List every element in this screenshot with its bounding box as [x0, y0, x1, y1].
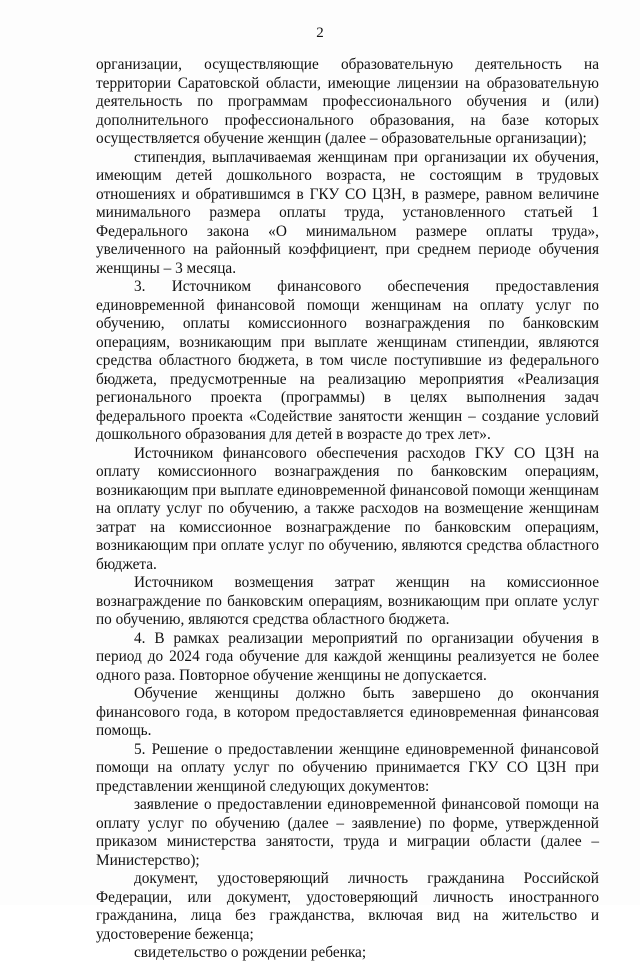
document-body: [96, 56, 599, 963]
paragraph-birth-certificate: свидетельство о рождении ребенка;: [134, 944, 367, 961]
paragraph-educational-organizations: организации, осуществляющие образовательную деятельность на территории Саратовской области, имеющие лицензии на образовательную деятельность по программам профессионального обучения и (или) дополнительного профессионального образования, на базе которых осуществляется обучение женщин (далее – образовательные организации);: [96, 56, 599, 147]
paragraph-gku-commission-funding: Источником финансового обеспечения расходов ГКУ СО ЦЗН на оплату комиссионного вознаграждения по банковским операциям, возникающим при выплате единовременной финансовой помощи женщинам на оплату услуг по обучению, а также расходов на возмещение женщинам затрат на комиссионное вознаграждение по банковским операциям, возникающим при оплате услуг по обучению, являются средства областного бюджета.: [96, 444, 599, 573]
paragraph-section-4-training-limit: 4. В рамках реализации мероприятий по организации обучения в период до 2024 года обучение для каждой женщины реализуется не более одного раза. Повторное обучение женщины не допускается.: [96, 629, 599, 684]
paragraph-stipend: стипендия, выплачиваемая женщинам при организации их обучения, имеющим детей дошкольного возраста, не состоящим в трудовых отношениях и обратившимся в ГКУ СО ЦЗН, в размере, равном величине минимального размера оплаты труда, установленного статьей 1 Федерального закона «О минимальном размере оплаты труда», увеличенного на районный коэффициент, при среднем периоде обучения женщины – 3 месяца.: [96, 148, 599, 277]
paragraph-section-5-decision: 5. Решение о предоставлении женщине единовременной финансовой помощи на оплату услуг по обучению принимается ГКУ СО ЦЗН при представлении женщиной следующих документов:: [96, 740, 599, 795]
paragraph-application: заявление о предоставлении единовременной финансовой помощи на оплату услуг по обучению (далее – заявление) по форме, утвержденной приказом министерства занятости, труда и миграции области (далее – Министерство);: [96, 796, 599, 869]
paragraph-commission-reimbursement: Источником возмещения затрат женщин на комиссионное вознаграждение по банковским операциям, возникающим при оплате услуг по обучению, являются средства областного бюджета.: [96, 574, 599, 628]
paragraph-section-3-funding-source: 3. Источником финансового обеспечения предоставления единовременной финансовой помощи женщинам на оплату услуг по обучению, оплаты комиссионного вознаграждения по банковским операциям, возникающим при выплате женщинам стипендии, являются средства областного бюджета, в том числе поступившие из федерального бюджета, предусмотренные на реализацию мероприятия «Реализация регионального проекта (программы) в целях выполнения задач федерального проекта «Содействие занятости женщин – создание условий дошкольного образования для детей в возрасте до трех лет».: [96, 278, 599, 443]
paragraph-identity-document: документ, удостоверяющий личность гражданина Российской Федерации, или документ, удостоверяющий личность иностранного гражданина, лица без гражданства, включая вид на жительство и удостоверение беженца;: [96, 870, 599, 943]
page-number: 2: [316, 25, 324, 41]
paragraph-training-deadline: Обучение женщины должно быть завершено до окончания финансового года, в котором предоставляется единовременная финансовая помощь.: [96, 685, 599, 739]
